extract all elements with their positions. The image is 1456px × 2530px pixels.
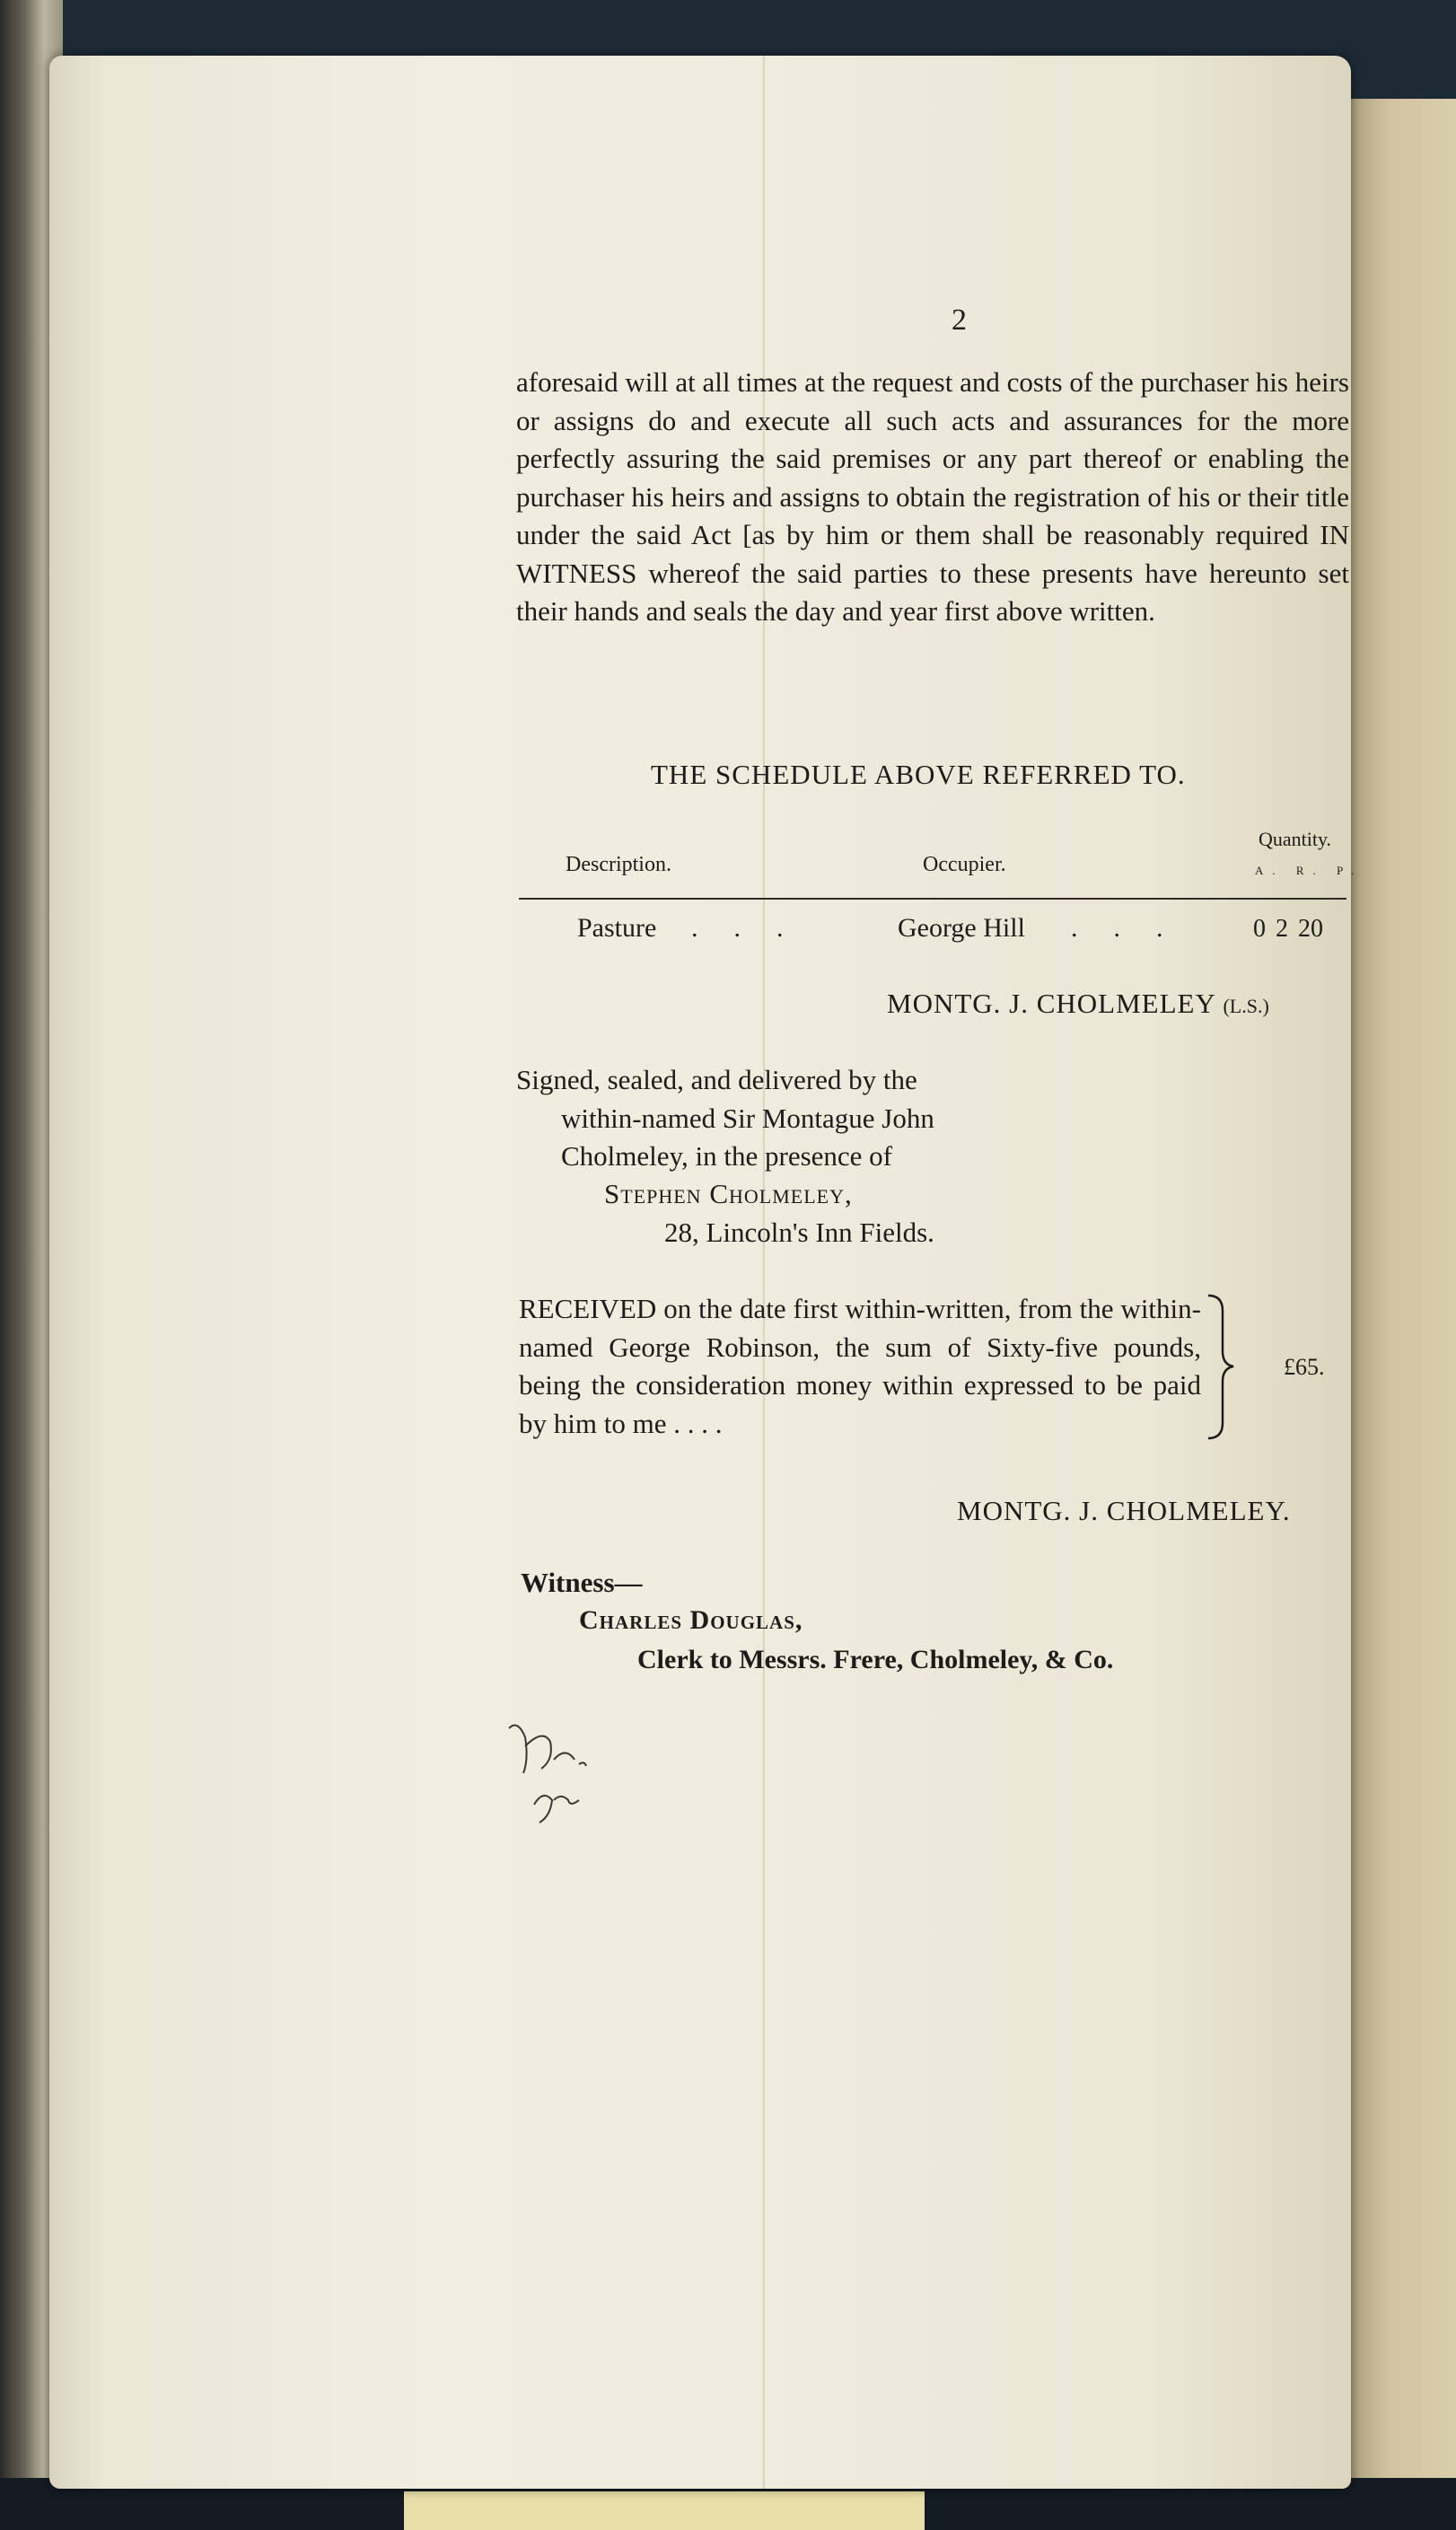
witness-name: Charles Douglas, <box>579 1605 803 1635</box>
table-rule <box>519 898 1346 900</box>
schedule-title: THE SCHEDULE ABOVE REFERRED TO. <box>651 759 1186 790</box>
attesting-witness-address: 28, Lincoln's Inn Fields. <box>664 1217 934 1248</box>
witness-label: Witness— <box>521 1567 643 1598</box>
signature-block <box>887 988 1269 1020</box>
row-description: Pasture <box>577 913 657 943</box>
signatory-name: MONTG. J. CHOLMELEY <box>887 988 1215 1019</box>
pencil-annotation <box>498 1710 633 1827</box>
witness-role: Clerk to Messrs. Frere, Cholmeley, & Co. <box>637 1645 1114 1674</box>
column-header-quantity: Quantity. <box>1259 828 1332 850</box>
right-brace-icon <box>1205 1293 1237 1441</box>
deed-paragraph: aforesaid will at all times at the request and costs of the purchaser his heirs or assigns do and execute all such acts and assurances for the more perfectly assuring the said premises or any part thereof or enabling the purchaser his heirs and assigns to obtain the registration of his or their title under the said Act [as by him or them shall be reasonably required IN WITNESS whereof the said parties to these presents have hereunto set their hands and seals the day and year first above written. <box>516 366 1349 627</box>
attestation-line: within-named Sir Montague John <box>561 1102 934 1134</box>
column-header-units: A. R. P. <box>1255 864 1364 877</box>
seal-mark: (L.S.) <box>1223 995 1269 1017</box>
column-header-occupier: Occupier. <box>923 853 1006 876</box>
attesting-witness-name: Stephen Cholmeley, <box>604 1178 853 1209</box>
receipt-amount: £65. <box>1284 1354 1325 1380</box>
row-occupier: George Hill <box>898 913 1025 943</box>
receipt-paragraph: RECEIVED on the date first within-written, from the within-named George Robinson, the sum of Sixty-five pounds, being the consideration money within expressed to be paid by him to me . . . . <box>519 1293 1201 1439</box>
leader-dots: ... <box>691 913 820 943</box>
attestation-line: Signed, sealed, and delivered by the <box>516 1064 917 1095</box>
row-quantity: 0 2 20 <box>1253 915 1323 943</box>
receipt-signatory: MONTG. J. CHOLMELEY. <box>957 1495 1291 1526</box>
leader-dots: ... <box>1071 913 1199 943</box>
page-number: 2 <box>952 303 967 337</box>
attestation-line: Cholmeley, in the presence of <box>561 1140 893 1172</box>
column-header-description: Description. <box>566 853 671 876</box>
